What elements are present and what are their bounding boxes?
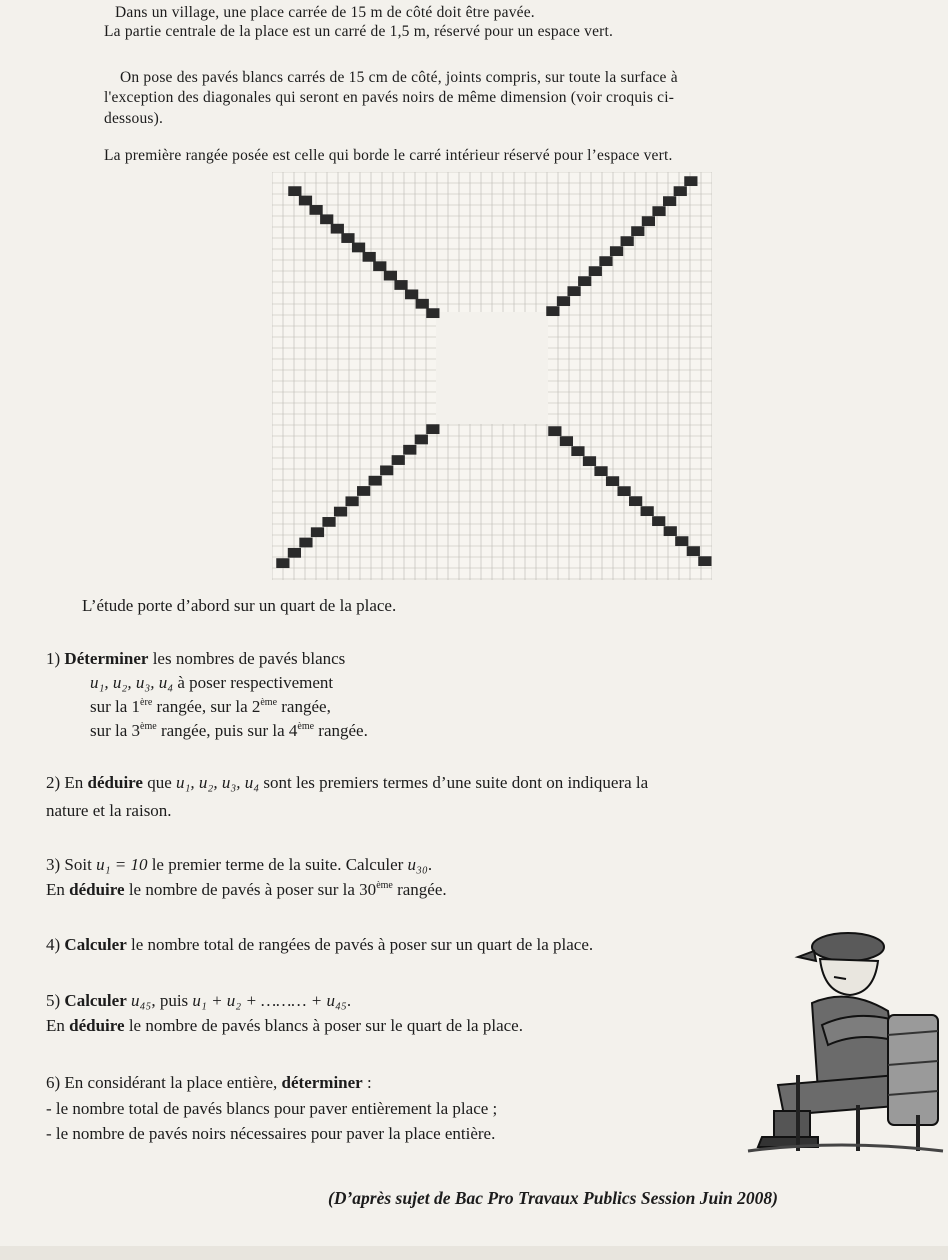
- black-tile: [617, 486, 630, 496]
- question-4: 4) Calculer le nombre total de rangées de pavés à poser sur un quart de la place.: [46, 935, 594, 954]
- question-1-line-3: sur la 1ère rangée, sur la 2ème rangée,: [90, 697, 331, 716]
- black-tile: [621, 236, 634, 246]
- intro-line: La partie centrale de la place est un carré de 1,5 m, réservé pour un espace vert.: [104, 23, 614, 40]
- black-tile: [652, 206, 665, 216]
- question-2-line-2: nature et la raison.: [46, 801, 172, 820]
- black-tile: [309, 205, 322, 215]
- intro-line: La première rangée posée est celle qui borde le carré intérieur réservé pour l’espace vert.: [104, 147, 673, 164]
- black-tile: [641, 506, 654, 516]
- paving-diagram: [272, 172, 712, 580]
- black-tile: [684, 176, 697, 186]
- black-tile: [578, 276, 591, 286]
- question-3-line-2: En déduire le nombre de pavés à poser sur la 30ème rangée.: [46, 880, 447, 899]
- figure-caption: L’étude porte d’abord sur un quart de la place.: [82, 596, 397, 615]
- intro-line: On pose des pavés blancs carrés de 15 cm de côté, joints compris, sur toute la surface à: [120, 69, 678, 86]
- black-tile: [288, 548, 301, 558]
- intro-line: l'exception des diagonales qui seront en pavés noirs de même dimension (voir croquis ci-: [104, 89, 675, 106]
- black-tile: [299, 196, 312, 206]
- question-3-line-1: 3) Soit u₁ = 10 le premier terme de la suite. Calculer u₃₀.: [46, 855, 433, 874]
- question-5-line-2: En déduire le nombre de pavés blancs à poser sur le quart de la place.: [46, 1016, 523, 1035]
- page-bottom-edge: [0, 1246, 948, 1260]
- black-tile: [416, 299, 429, 309]
- black-tile: [583, 456, 596, 466]
- black-tile: [629, 496, 642, 506]
- black-tile: [345, 496, 358, 506]
- black-tile: [288, 186, 301, 196]
- black-tile: [599, 256, 612, 266]
- black-tile: [394, 280, 407, 290]
- black-tile: [405, 289, 418, 299]
- black-tile: [557, 296, 570, 306]
- black-tile: [320, 214, 333, 224]
- black-tile: [426, 308, 439, 318]
- black-tile: [384, 271, 397, 281]
- black-tile: [610, 246, 623, 256]
- black-tile: [341, 233, 354, 243]
- question-6-line-1: 6) En considérant la place entière, déterminer :: [46, 1073, 372, 1092]
- question-6-bullet-1: - le nombre total de pavés blancs pour paver entièrement la place ;: [46, 1099, 498, 1118]
- black-tile: [567, 286, 580, 296]
- black-tile: [331, 224, 344, 234]
- black-tile: [642, 216, 655, 226]
- black-tile: [380, 465, 393, 475]
- black-tile: [664, 526, 677, 536]
- black-tile: [594, 466, 607, 476]
- black-tile: [363, 252, 376, 262]
- black-tile: [322, 517, 335, 527]
- question-1-line-4: sur la 3ème rangée, puis sur la 4ème rangée.: [90, 721, 368, 740]
- black-tile: [687, 546, 700, 556]
- question-2-line-1: 2) En déduire que u₁, u₂, u₃, u₄ sont les premiers termes d’une suite dont on indiquera la: [46, 773, 649, 792]
- black-tile: [652, 516, 665, 526]
- black-tile: [334, 507, 347, 517]
- black-tile: [369, 476, 382, 486]
- black-tile: [560, 436, 573, 446]
- black-tile: [546, 306, 559, 316]
- black-tile: [631, 226, 644, 236]
- black-tile: [311, 527, 324, 537]
- question-6-bullet-2: - le nombre de pavés noirs nécessaires pour paver la place entière.: [46, 1124, 496, 1143]
- source-citation: (D’après sujet de Bac Pro Travaux Publics Session Juin 2008): [328, 1188, 778, 1208]
- black-tile: [415, 435, 428, 445]
- black-tile: [403, 445, 416, 455]
- black-tile: [548, 426, 561, 436]
- green-space-square: [436, 312, 548, 424]
- black-tile: [589, 266, 602, 276]
- black-tile: [357, 486, 370, 496]
- question-1-line-2: u₁, u₂, u₃, u₄ à poser respectivement: [90, 673, 334, 692]
- intro-line: dessous).: [104, 110, 164, 127]
- black-tile: [663, 196, 676, 206]
- black-tile: [426, 424, 439, 434]
- black-tile: [675, 536, 688, 546]
- black-tile: [674, 186, 687, 196]
- black-tile: [571, 446, 584, 456]
- black-tile: [352, 243, 365, 253]
- black-tile: [299, 538, 312, 548]
- black-tile: [606, 476, 619, 486]
- intro-line: Dans un village, une place carrée de 15 m de côté doit être pavée.: [115, 4, 535, 21]
- black-tile: [698, 556, 711, 566]
- black-tile: [373, 261, 386, 271]
- black-tile: [276, 558, 289, 568]
- question-1-line-1: 1) Déterminer les nombres de pavés blancs: [46, 649, 346, 668]
- seated-man-illustration: [738, 915, 948, 1155]
- black-tile: [392, 455, 405, 465]
- question-5-line-1: 5) Calculer u₄₅, puis u₁ + u₂ + ……… + u₄₅.: [46, 991, 352, 1010]
